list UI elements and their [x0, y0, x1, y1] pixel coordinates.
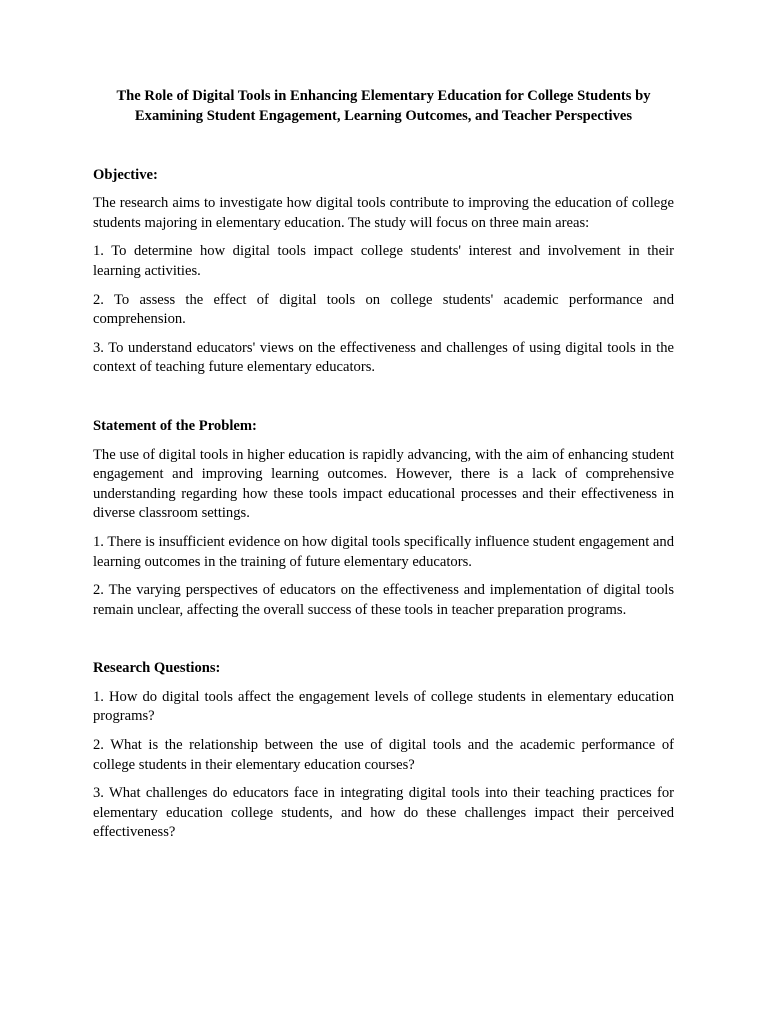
- research-question-1: 1. How do digital tools affect the engagement levels of college students in elementary education programs?: [93, 688, 674, 725]
- research-question-2: 2. What is the relationship between the use of digital tools and the academic performance of college students in their elementary education courses?: [93, 737, 674, 773]
- objective-heading: Objective:: [93, 166, 158, 183]
- objective-item-2: 2. To assess the effect of digital tools on college students' academic performance and comprehension.: [93, 291, 674, 328]
- objective-item-3: 3. To understand educators' views on the effectiveness and challenges of using digital tools in the context of teaching future elementary educators.: [93, 339, 674, 376]
- problem-item-2: 2. The varying perspectives of educators on the effectiveness and implementation of digital tools remain unclear, affecting the overall success of these tools in teacher preparation programs.: [93, 582, 674, 618]
- problem-item-1: 1. There is insufficient evidence on how digital tools specifically influence student engagement and learning outcomes in the training of future elementary educators.: [93, 533, 674, 570]
- objective-item-1: 1. To determine how digital tools impact college students' interest and involvement in their learning activities.: [93, 243, 674, 279]
- research-questions-heading: Research Questions:: [93, 660, 221, 677]
- problem-section: [93, 417, 674, 620]
- document-page: [93, 87, 674, 843]
- problem-heading: Statement of the Problem:: [93, 417, 257, 434]
- objective-section: [93, 166, 674, 378]
- research-questions-section: [93, 659, 674, 843]
- research-question-3: 3. What challenges do educators face in integrating digital tools into their teaching practices for elementary education college students, and how do these challenges impact their perceived effectiveness?: [93, 785, 674, 841]
- objective-paragraph: The research aims to investigate how digital tools contribute to improving the education of college students majoring in elementary education. The study will focus on three main areas:: [93, 195, 674, 231]
- problem-paragraph: The use of digital tools in higher education is rapidly advancing, with the aim of enhancing student engagement and improving learning outcomes. However, there is a lack of comprehensive understanding regarding how these tools impact educational processes and their effectiveness in diverse classroom settings.: [93, 446, 674, 522]
- document-title: The Role of Digital Tools in Enhancing Elementary Education for College Students by Examining Student Engagement, Learning Outcomes, and Teacher Perspectives: [116, 88, 651, 124]
